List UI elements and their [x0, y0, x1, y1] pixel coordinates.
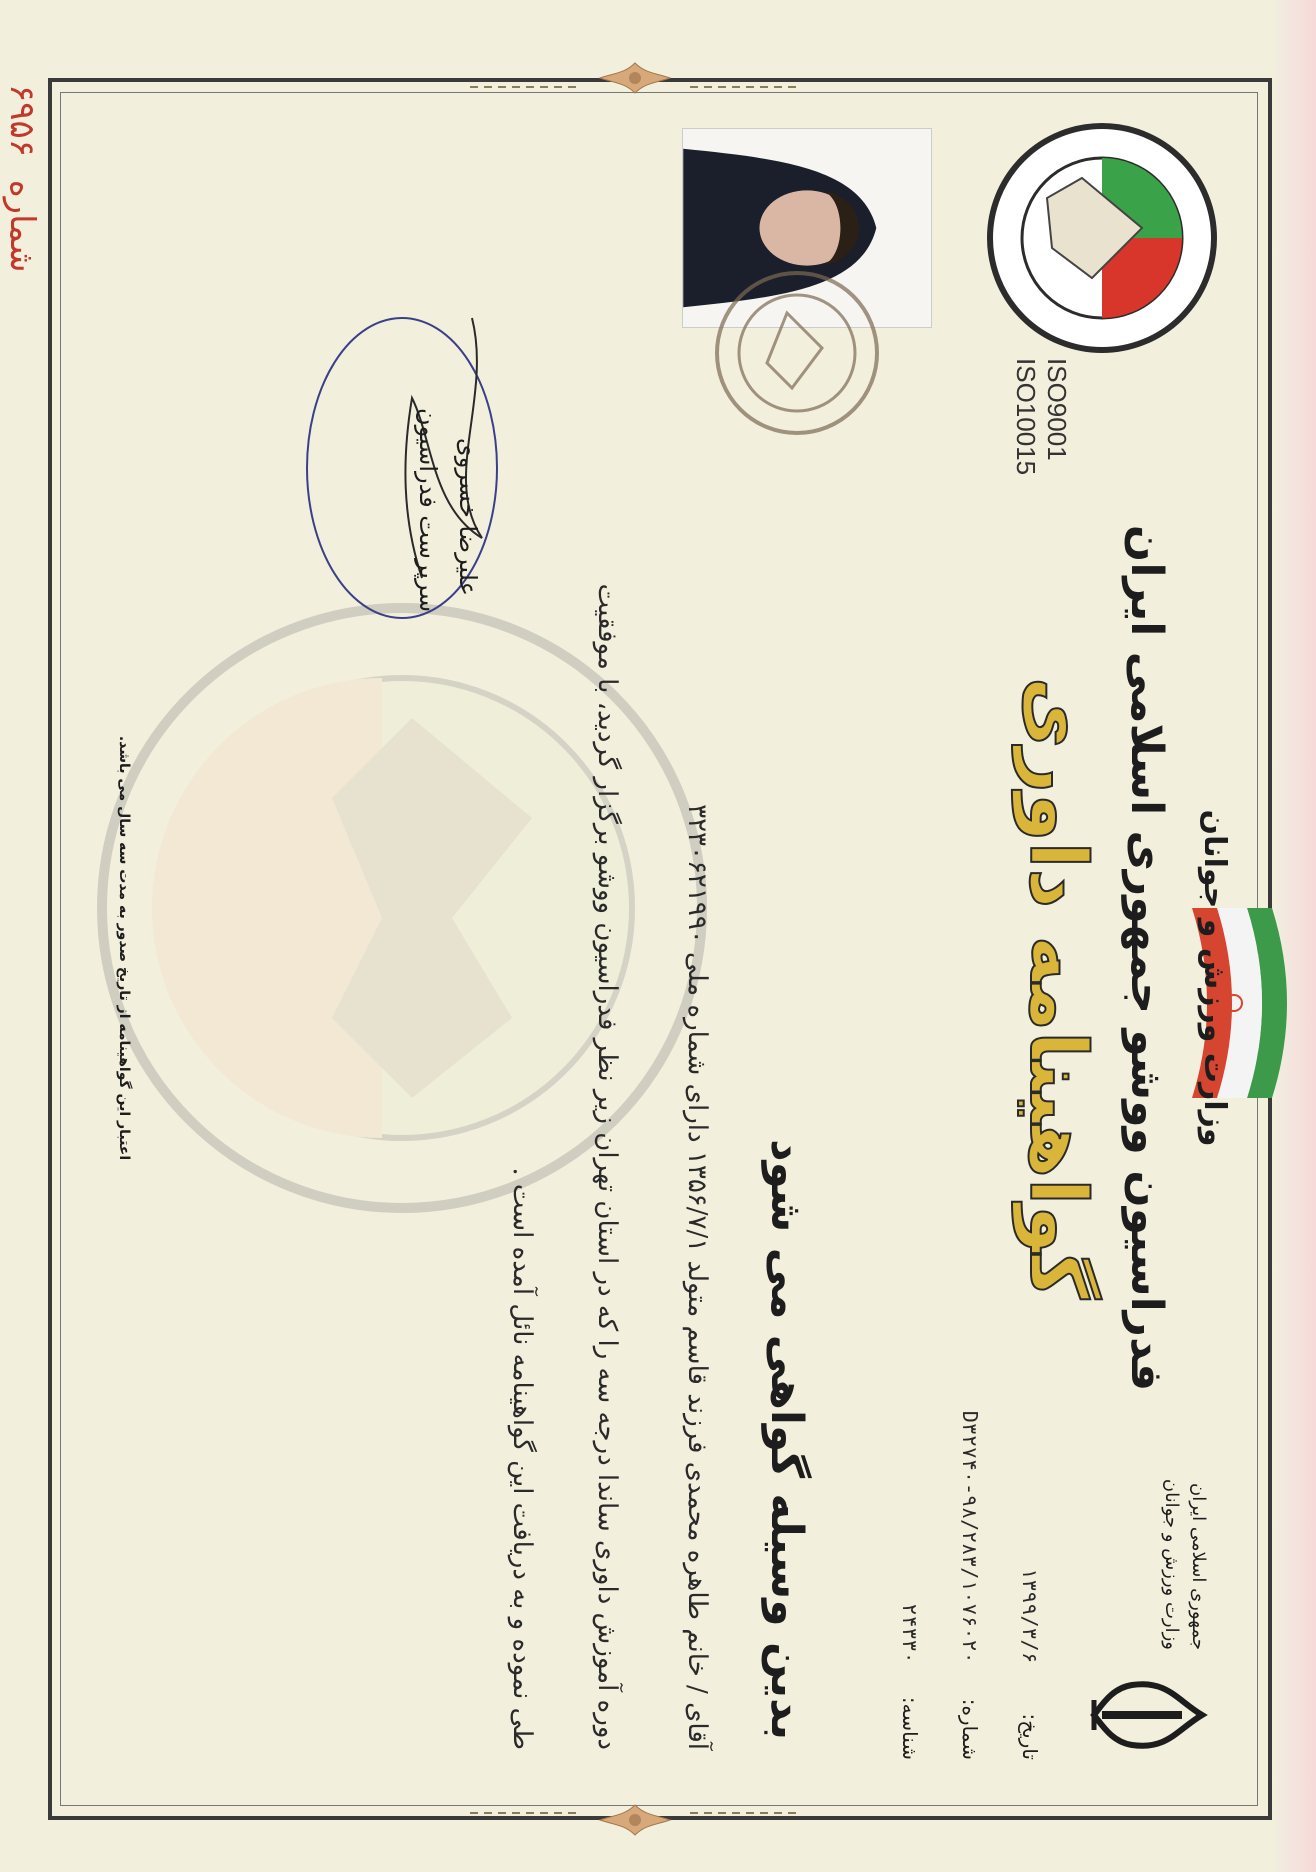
certificate-heading: بدین وسیله گواهی می شود — [761, 1138, 812, 1740]
number-label: شماره: — [958, 1698, 982, 1760]
certificate-title: گواهینامه داوری — [1012, 676, 1102, 1300]
date-value: ۱۳۹۹/۳/۶ — [1018, 1567, 1042, 1664]
validity-note: اعتبار این گواهینامه از تاریخ صدور به مدت سه سال می باشد. — [116, 735, 132, 1161]
id-label: شناسه: — [898, 1696, 922, 1760]
wushu-federation-logo — [982, 118, 1222, 358]
body-line-1: آقای / خانم طاهره محمدی فرزند قاسم متولد ۱۳۵۶/۷/۱ دارای شماره ملی ۳۲۳۰۶۲۱۹۹۰ — [682, 804, 712, 1750]
ministry-title: وزارت ورزش و جوانان — [1197, 809, 1232, 1147]
federation-stamp — [712, 268, 882, 438]
signatory-title: سرپرست فدراسیون — [414, 408, 442, 613]
body-line-3: طی نموده و به دریافت این گواهینامه نائل آمده است . — [507, 1167, 537, 1750]
serial-value: ۶۹۵۶ — [2, 84, 42, 158]
iso-labels — [1010, 358, 1072, 475]
body-line-2: دوره آموزش داوری ساندا درجه سه را که در استان تهران زیر نظر فدراسیون ووشو برگزار گردید، با موفقیت — [592, 583, 622, 1750]
iso-10015: ISO10015 — [1011, 358, 1041, 476]
iran-flag-ribbon — [1172, 898, 1292, 1108]
iso-9001: ISO9001 — [1042, 358, 1072, 461]
number-value: D۳۲۷۴۰-۹۸/۲۸۳/۱۰۷۶۰۲۰ — [958, 1410, 982, 1664]
government-label — [1158, 1450, 1212, 1650]
gov-label-line: جمهوری اسلامی ایران — [1188, 1483, 1209, 1650]
id-row — [898, 1603, 922, 1760]
date-label: تاریخ: — [1018, 1713, 1042, 1760]
serial-number — [2, 84, 42, 273]
iran-emblem-icon — [1082, 1660, 1212, 1770]
number-row — [958, 1411, 982, 1760]
certificate-content — [2, 78, 1272, 1820]
id-value: ۲۴۳۳۰ — [898, 1603, 922, 1664]
federation-title: فدراسیون ووشو جمهوری اسلامی ایران — [1121, 524, 1172, 1392]
serial-label: شماره — [2, 179, 42, 273]
date-row — [1018, 1567, 1042, 1760]
signatory-name: علیرضا خسروی — [454, 438, 482, 596]
gov-label-line: وزارت ورزش و جوانان — [1161, 1478, 1182, 1650]
